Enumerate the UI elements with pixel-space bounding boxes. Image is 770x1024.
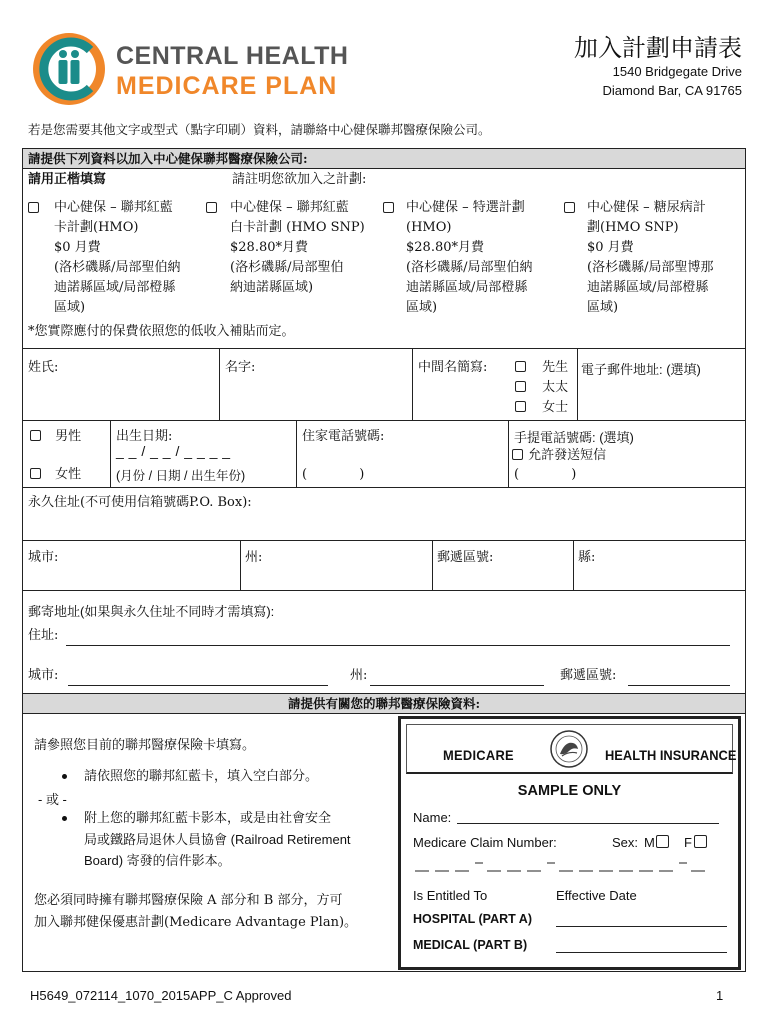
first-name-label: 名字: bbox=[225, 360, 256, 375]
card-entitled-label: Is Entitled To bbox=[413, 888, 488, 903]
card-part-a-label: HOSPITAL (PART A) bbox=[413, 912, 532, 926]
state-label: 州: bbox=[245, 550, 263, 565]
city-label: 城市: bbox=[28, 550, 59, 565]
state-input[interactable] bbox=[242, 566, 431, 589]
gender-female-checkbox[interactable] bbox=[30, 468, 41, 479]
county-label: 縣: bbox=[578, 550, 596, 565]
allow-sms[interactable] bbox=[512, 446, 606, 466]
title-mr-label: 先生 bbox=[542, 360, 569, 375]
plan-2-line: $28.80*月費 bbox=[230, 240, 308, 255]
mail-city-label: 城市: bbox=[28, 668, 59, 683]
bullet-fill-card: 請依照您的聯邦紅藍卡，填入空白部分。 bbox=[84, 769, 319, 784]
plan-1-line: (洛杉磯縣/局部聖伯納 bbox=[54, 260, 181, 275]
home-phone-paren-right: ) bbox=[359, 467, 365, 482]
section2-heading bbox=[23, 694, 745, 714]
gender-female-label: 女性 bbox=[55, 467, 82, 482]
premium-footnote: *您實際應付的保費依照您的低收入補貼而定。 bbox=[28, 324, 295, 339]
home-phone-paren-left: ( bbox=[302, 467, 308, 482]
logo-line2: MEDICARE PLAN bbox=[116, 72, 338, 100]
bullet-attach-line: Board) 寄發的信件影本。 bbox=[84, 853, 231, 868]
mobile-phone-input[interactable] bbox=[514, 465, 714, 485]
card-title-right: HEALTH INSURANCE bbox=[605, 747, 737, 763]
plan-2-checkbox[interactable] bbox=[206, 202, 217, 213]
part-ab-note-line: 您必須同時擁有聯邦醫療保險 A 部分和 B 部分，方可 bbox=[34, 893, 343, 908]
card-part-b-date-input[interactable] bbox=[556, 952, 727, 953]
title-ms[interactable] bbox=[515, 398, 568, 418]
or-separator: - 或 - bbox=[38, 792, 67, 807]
county-input[interactable] bbox=[575, 566, 744, 589]
gender-male[interactable] bbox=[30, 427, 81, 447]
plan-3-line: 區域) bbox=[406, 300, 438, 315]
bullet-dot bbox=[62, 816, 67, 821]
mail-state-label: 州: bbox=[350, 668, 368, 683]
card-name-input[interactable] bbox=[457, 823, 719, 824]
part-ab-note-line: 加入聯邦健保優惠計劃(Medicare Advantage Plan)。 bbox=[34, 915, 358, 930]
title-mrs-label: 太太 bbox=[542, 380, 569, 395]
plan-4-line: (洛杉磯縣/局部聖博那 bbox=[587, 260, 714, 275]
plan-4-line: $0 月費 bbox=[587, 240, 634, 255]
card-sex-m[interactable] bbox=[644, 835, 669, 850]
plan-2-line: (洛杉磯縣/局部聖伯 bbox=[230, 260, 344, 275]
plan-3-line: (洛杉磯縣/局部聖伯納 bbox=[406, 260, 533, 275]
mail-zip-label: 郵遞區號: bbox=[560, 668, 617, 683]
section2-heading-text: 請提供有關您的聯邦醫療保險資料: bbox=[287, 696, 481, 711]
address-line1: 1540 Bridgegate Drive bbox=[612, 64, 742, 79]
intro-text: 若是您需要其他文字或型式（點字印刷）資料，請聯絡中心健保聯邦醫療保險公司。 bbox=[28, 122, 491, 137]
allow-sms-label: 允許發送短信 bbox=[528, 448, 607, 463]
card-part-b-label: MEDICAL (PART B) bbox=[413, 938, 528, 952]
section1-heading bbox=[23, 149, 745, 169]
card-effective-label: Effective Date bbox=[556, 888, 637, 903]
home-phone-input[interactable] bbox=[302, 465, 502, 485]
dob-format: (月份 / 日期 / 出生年份) bbox=[116, 469, 246, 483]
mail-state-input[interactable] bbox=[370, 685, 544, 686]
permanent-address-input[interactable] bbox=[24, 514, 744, 539]
mail-address-input[interactable] bbox=[66, 645, 730, 646]
permanent-address-label: 永久住址(不可使用信箱號碼P.O. Box): bbox=[28, 495, 252, 510]
mailing-address-label: 郵寄地址(如果與永久住址不同時才需填寫): bbox=[28, 604, 275, 619]
title-ms-label: 女士 bbox=[542, 400, 569, 415]
plan-option-1[interactable] bbox=[28, 198, 203, 318]
dob-label: 出生日期: bbox=[116, 429, 173, 444]
address-line2: Diamond Bar, CA 91765 bbox=[602, 83, 742, 98]
email-input[interactable] bbox=[579, 380, 744, 418]
card-claim-label: Medicare Claim Number: bbox=[413, 835, 557, 850]
print-label: 請用正楷填寫 bbox=[28, 172, 107, 187]
home-phone-label: 住家電話號碼: bbox=[302, 429, 385, 444]
title-mr[interactable] bbox=[515, 358, 568, 378]
zip-input[interactable] bbox=[434, 566, 572, 589]
plan-3-line: 中心健保 – 特選計劃 bbox=[406, 200, 525, 215]
mail-zip-input[interactable] bbox=[628, 685, 730, 686]
footer-code: H5649_072114_1070_2015APP_C Approved bbox=[30, 988, 292, 1003]
mail-city-input[interactable] bbox=[68, 685, 328, 686]
middle-initial-label: 中間名簡寫: bbox=[418, 360, 488, 375]
plan-4-line: 區域) bbox=[587, 300, 619, 315]
zip-label: 郵遞區號: bbox=[437, 550, 494, 565]
first-name-input[interactable] bbox=[221, 378, 411, 418]
card-sex-f[interactable] bbox=[684, 835, 707, 850]
plan-prompt: 請註明您欲加入之計劃: bbox=[232, 172, 367, 187]
allow-sms-checkbox[interactable] bbox=[512, 449, 523, 460]
card-part-a-date-input[interactable] bbox=[556, 926, 727, 927]
card-claim-number-input[interactable] bbox=[413, 853, 733, 877]
plan-3-line: $28.80*月費 bbox=[406, 240, 484, 255]
plan-2-line: 納迪諾縣區域) bbox=[230, 280, 314, 295]
city-input[interactable] bbox=[24, 566, 239, 589]
plan-3-line: 迪諾縣區域/局部橙縣 bbox=[406, 280, 528, 295]
card-sex-f-label: F bbox=[684, 835, 692, 850]
plan-option-2[interactable] bbox=[206, 198, 401, 298]
page-number: 1 bbox=[716, 988, 724, 1003]
title-mrs[interactable] bbox=[515, 378, 568, 398]
mail-address-label: 住址: bbox=[28, 628, 59, 643]
plan-1-line: 迪諾縣區域/局部橙縣 bbox=[54, 280, 176, 295]
plan-4-line: 劃(HMO SNP) bbox=[587, 220, 679, 235]
mobile-phone-paren-left: ( bbox=[514, 467, 520, 482]
plan-1-line: 區域) bbox=[54, 300, 86, 315]
bullet-attach-line: 局或鐵路局退休人員協會 (Railroad Retirement bbox=[84, 832, 351, 847]
medicare-card bbox=[398, 716, 741, 970]
plan-4-line: 中心健保 – 糖尿病計 bbox=[587, 200, 706, 215]
card-header bbox=[406, 724, 737, 774]
bullet-dot bbox=[62, 774, 67, 779]
card-title-left: MEDICARE bbox=[443, 747, 514, 763]
plan-1-line: 卡計劃(HMO) bbox=[54, 220, 139, 235]
mobile-phone-paren-right: ) bbox=[571, 467, 577, 482]
section1-heading-text: 請提供下列資料以加入中心健保聯邦醫療保險公司: bbox=[28, 151, 308, 166]
card-sample-only: SAMPLE ONLY bbox=[517, 783, 622, 799]
medicare-instruction: 請參照您目前的聯邦醫療保險卡填寫。 bbox=[34, 738, 256, 753]
logo-line1: CENTRAL HEALTH bbox=[116, 42, 349, 70]
logo-mark-icon bbox=[30, 30, 108, 108]
last-name-input[interactable] bbox=[24, 378, 218, 418]
gender-male-label: 男性 bbox=[55, 429, 82, 444]
mobile-phone-label: 手提電話號碼: (選填) bbox=[514, 430, 634, 445]
part-ab-note bbox=[34, 890, 357, 934]
plan-3-checkbox[interactable] bbox=[383, 202, 394, 213]
gender-female[interactable] bbox=[30, 465, 81, 485]
card-sex-label: Sex: bbox=[612, 835, 639, 850]
card-sex-m-label: M bbox=[644, 835, 655, 850]
plan-option-4[interactable] bbox=[564, 198, 744, 318]
plan-1-line: $0 月費 bbox=[54, 240, 101, 255]
dob-input[interactable]: _ _ / _ _ / _ _ _ _ bbox=[116, 443, 231, 459]
card-sex-f-checkbox[interactable] bbox=[694, 835, 707, 848]
bullet-attach-line: 附上您的聯邦紅藍卡影本，或是由社會安全 bbox=[84, 811, 332, 826]
gender-male-checkbox[interactable] bbox=[30, 430, 41, 441]
card-sex-m-checkbox[interactable] bbox=[656, 835, 669, 848]
logo bbox=[30, 30, 370, 108]
plan-4-checkbox[interactable] bbox=[564, 202, 575, 213]
plan-2-line: 中心健保 – 聯邦紅藍 bbox=[230, 200, 349, 215]
plan-1-checkbox[interactable] bbox=[28, 202, 39, 213]
plan-1-line: 中心健保 – 聯邦紅藍 bbox=[54, 200, 173, 215]
plan-2-line: 白卡計劃 (HMO SNP) bbox=[230, 220, 365, 235]
title-mr-checkbox[interactable] bbox=[515, 361, 526, 372]
hhs-seal-icon bbox=[549, 729, 589, 769]
plan-3-line: (HMO) bbox=[406, 220, 452, 235]
bullet-attach-copy bbox=[84, 808, 351, 871]
page-title: 加入計劃申請表 bbox=[574, 34, 742, 62]
plan-4-line: 迪諾縣區域/局部橙縣 bbox=[587, 280, 709, 295]
card-name-label: Name: bbox=[413, 810, 452, 825]
title-ms-checkbox[interactable] bbox=[515, 401, 526, 412]
title-mrs-checkbox[interactable] bbox=[515, 381, 526, 392]
email-label: 電子郵件地址: (選填) bbox=[581, 362, 701, 377]
plan-option-3[interactable] bbox=[383, 198, 563, 318]
last-name-label: 姓氏: bbox=[28, 360, 59, 375]
